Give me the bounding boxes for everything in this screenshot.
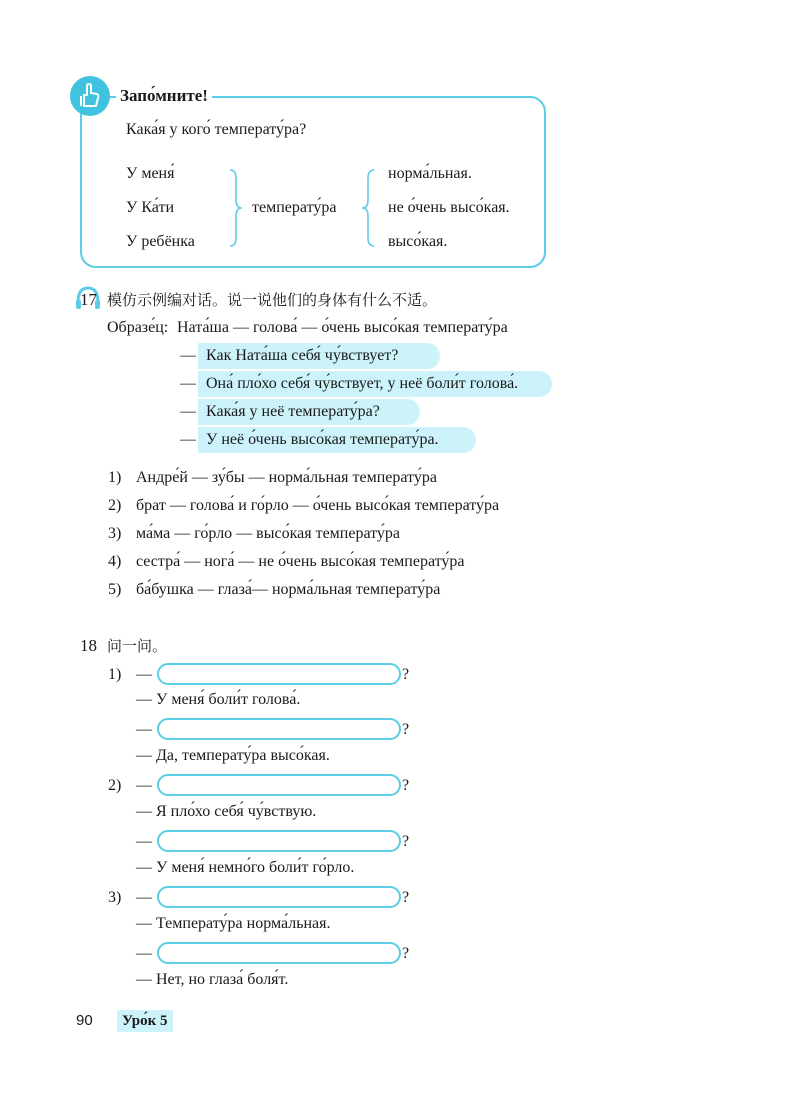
remember-title: Запо́мните! xyxy=(116,86,212,106)
exercise-instruction: 问一问。 xyxy=(107,637,168,655)
list-item: сестра́ — нога́ — не о́чень высо́кая температу́ра xyxy=(136,553,465,570)
exercise-number: 18 xyxy=(80,636,97,655)
remember-subject: У Ка́ти xyxy=(126,199,175,216)
list-item-number: 1) xyxy=(108,469,122,486)
dialogue-line: У неё о́чень высо́кая температу́ра. xyxy=(206,431,439,448)
dialogue-dash: — xyxy=(180,431,196,448)
answer-line: — Температу́ра норма́льная. xyxy=(136,915,331,932)
dialogue-dash: — xyxy=(180,347,196,364)
question-mark: ? xyxy=(402,721,410,738)
question-dash: — xyxy=(136,889,152,906)
question-mark: ? xyxy=(402,833,410,850)
answer-line: — Я пло́хо себя́ чу́вствую. xyxy=(136,803,317,820)
exercise-number: 17 xyxy=(80,290,97,309)
remember-subject: У ребёнка xyxy=(126,233,195,250)
answer-line: — Да, температу́ра высо́кая. xyxy=(136,747,330,764)
question-input[interactable] xyxy=(157,886,401,908)
question-input[interactable] xyxy=(157,830,401,852)
dialogue-dash: — xyxy=(180,375,196,392)
pointing-hand-icon xyxy=(70,76,110,116)
remember-value: норма́льная. xyxy=(388,165,472,182)
list-item-number: 4) xyxy=(108,553,122,570)
question-mark: ? xyxy=(402,945,410,962)
left-brace-icon xyxy=(358,168,378,248)
group-number: 1) xyxy=(108,666,122,683)
question-input[interactable] xyxy=(157,718,401,740)
dialogue-line: Она́ пло́хо себя́ чу́вствует, у неё боли́т голова́. xyxy=(206,375,519,392)
remember-subject: У меня́ xyxy=(126,165,175,182)
page-number: 90 xyxy=(76,1012,93,1029)
answer-line: — У меня́ боли́т голова́. xyxy=(136,691,301,708)
list-item: ба́бушка — глаза́— норма́льная температу́ра xyxy=(136,581,441,598)
question-input[interactable] xyxy=(157,774,401,796)
sample-text: Ната́ша — голова́ — о́чень высо́кая температу́ра xyxy=(177,319,508,336)
answer-line: — Нет, но глаза́ боля́т. xyxy=(136,971,289,988)
list-item: Андре́й — зу́бы — норма́льная температу́ра xyxy=(136,469,437,486)
group-number: 3) xyxy=(108,889,122,906)
question-dash: — xyxy=(136,833,152,850)
list-item: ма́ма — го́рло — высо́кая температу́ра xyxy=(136,525,401,542)
question-dash: — xyxy=(136,945,152,962)
dialogue-line: Как Ната́ша себя́ чу́вствует? xyxy=(206,347,399,364)
question-mark: ? xyxy=(402,666,410,683)
question-mark: ? xyxy=(402,889,410,906)
remember-value: высо́кая. xyxy=(388,233,448,250)
question-dash: — xyxy=(136,666,152,683)
list-item-number: 3) xyxy=(108,525,122,542)
dialogue-line: Кака́я у неё температу́ра? xyxy=(206,403,380,420)
right-brace-icon xyxy=(226,168,246,248)
question-input[interactable] xyxy=(157,942,401,964)
dialogue-dash: — xyxy=(180,403,196,420)
group-number: 2) xyxy=(108,777,122,794)
remember-middle: температу́ра xyxy=(252,199,337,216)
list-item: брат — голова́ и го́рло — о́чень высо́кая температу́ра xyxy=(136,497,500,514)
exercise-instruction: 模仿示例编对话。说一说他们的身体有什么不适。 xyxy=(107,291,438,309)
question-input[interactable] xyxy=(157,663,401,685)
remember-value: не о́чень высо́кая. xyxy=(388,199,510,216)
question-dash: — xyxy=(136,777,152,794)
question-dash: — xyxy=(136,721,152,738)
sample-label: Образе́ц: xyxy=(107,319,169,336)
lesson-label: Уро́к 5 xyxy=(122,1013,168,1029)
answer-line: — У меня́ немно́го боли́т го́рло. xyxy=(136,859,355,876)
question-mark: ? xyxy=(402,777,410,794)
list-item-number: 2) xyxy=(108,497,122,514)
list-item-number: 5) xyxy=(108,581,122,598)
remember-question: Кака́я у кого́ температу́ра? xyxy=(126,121,307,138)
